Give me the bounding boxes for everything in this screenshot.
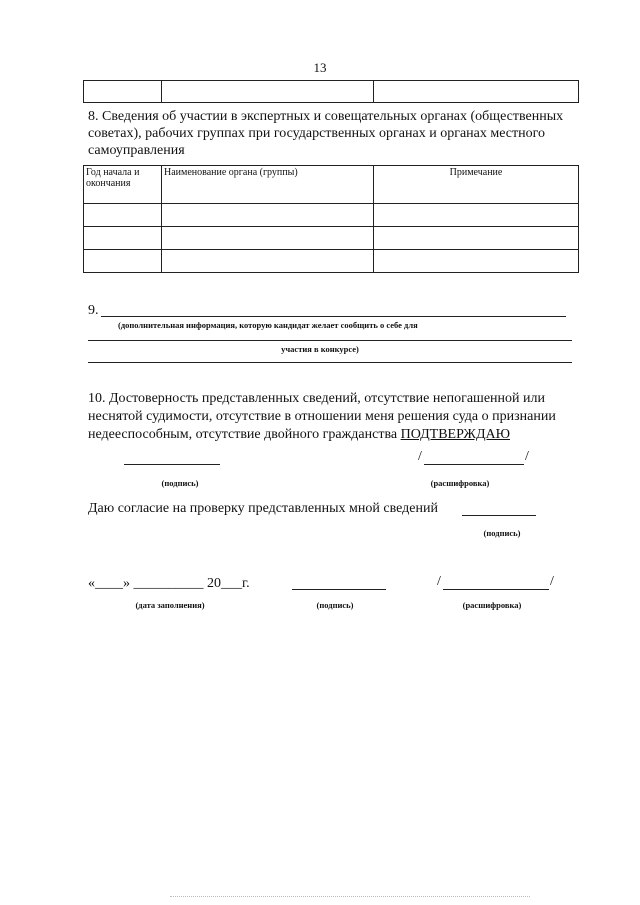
footer-decoding-line[interactable] xyxy=(443,577,549,590)
section9-hint-line1: (дополнительная информация, которую кандидат желает сообщить о себе для xyxy=(118,320,418,330)
section10-decoding-line[interactable] xyxy=(424,452,524,465)
section10-decoding-label: (расшифровка) xyxy=(430,478,490,488)
column-header-years: Год начала и окончания xyxy=(84,166,162,204)
section9-hint-line2: участия в конкурсе) xyxy=(281,344,359,354)
footer-slash-open: / xyxy=(437,574,441,589)
consent-signature-label: (подпись) xyxy=(483,528,521,538)
section8-table xyxy=(83,165,579,273)
table-header-row xyxy=(84,166,579,204)
consent-text: Даю согласие на проверку представленных мной сведений xyxy=(88,501,438,516)
section10-signature-label: (подпись) xyxy=(161,478,199,488)
table-cell[interactable] xyxy=(162,250,374,273)
column-header-organ: Наименование органа (группы) xyxy=(162,166,374,204)
section10-text xyxy=(88,390,588,444)
section8-title: 8. Сведения об участии в экспертных и совещательных органах (общественных советах), рабочих группах при государственных органах и органах местного самоуправления xyxy=(88,109,564,158)
date-label: (дата заполнения) xyxy=(135,600,205,610)
scan-artifact-divider xyxy=(170,895,530,897)
table-row xyxy=(84,250,579,273)
section9-input-line-3[interactable] xyxy=(88,352,572,363)
table-cell[interactable] xyxy=(374,204,579,227)
slash-open: / xyxy=(418,449,422,464)
table-cell[interactable] xyxy=(162,227,374,250)
slash-close: / xyxy=(525,449,529,464)
table-cell[interactable] xyxy=(84,250,162,273)
page-number: 13 xyxy=(313,60,327,75)
section10-signature-line[interactable] xyxy=(124,452,220,465)
date-field[interactable]: «____» __________ 20___г. xyxy=(88,576,250,591)
confirm-word: ПОДТВЕРЖДАЮ xyxy=(400,427,510,442)
table-cell[interactable] xyxy=(84,204,162,227)
table-row xyxy=(84,227,579,250)
table-cell[interactable] xyxy=(374,227,579,250)
table-cell[interactable] xyxy=(162,204,374,227)
section10-statement: 10. Достоверность представленных сведений, отсутствие непогашенной или неснятой судимости, отсутствие в отношении меня решения суда о признании недееспособным, отсутствие двойного гражданства xyxy=(88,391,556,442)
column-header-note: Примечание xyxy=(374,166,579,204)
table-cell xyxy=(162,81,374,103)
table-cell xyxy=(84,81,162,103)
footer-decoding-label: (расшифровка) xyxy=(462,600,522,610)
table-cell[interactable] xyxy=(374,250,579,273)
section9-number: 9. xyxy=(88,303,99,318)
footer-slash-close: / xyxy=(550,574,554,589)
footer-signature-line[interactable] xyxy=(292,577,386,590)
section9-input-line-2[interactable] xyxy=(88,328,572,341)
consent-signature-line[interactable] xyxy=(462,503,536,516)
table-cell[interactable] xyxy=(84,227,162,250)
table-cell xyxy=(374,81,579,103)
footer-signature-label: (подпись) xyxy=(316,600,354,610)
table-row xyxy=(84,204,579,227)
section9-input-line[interactable] xyxy=(101,304,566,317)
previous-table-tail xyxy=(83,80,579,103)
